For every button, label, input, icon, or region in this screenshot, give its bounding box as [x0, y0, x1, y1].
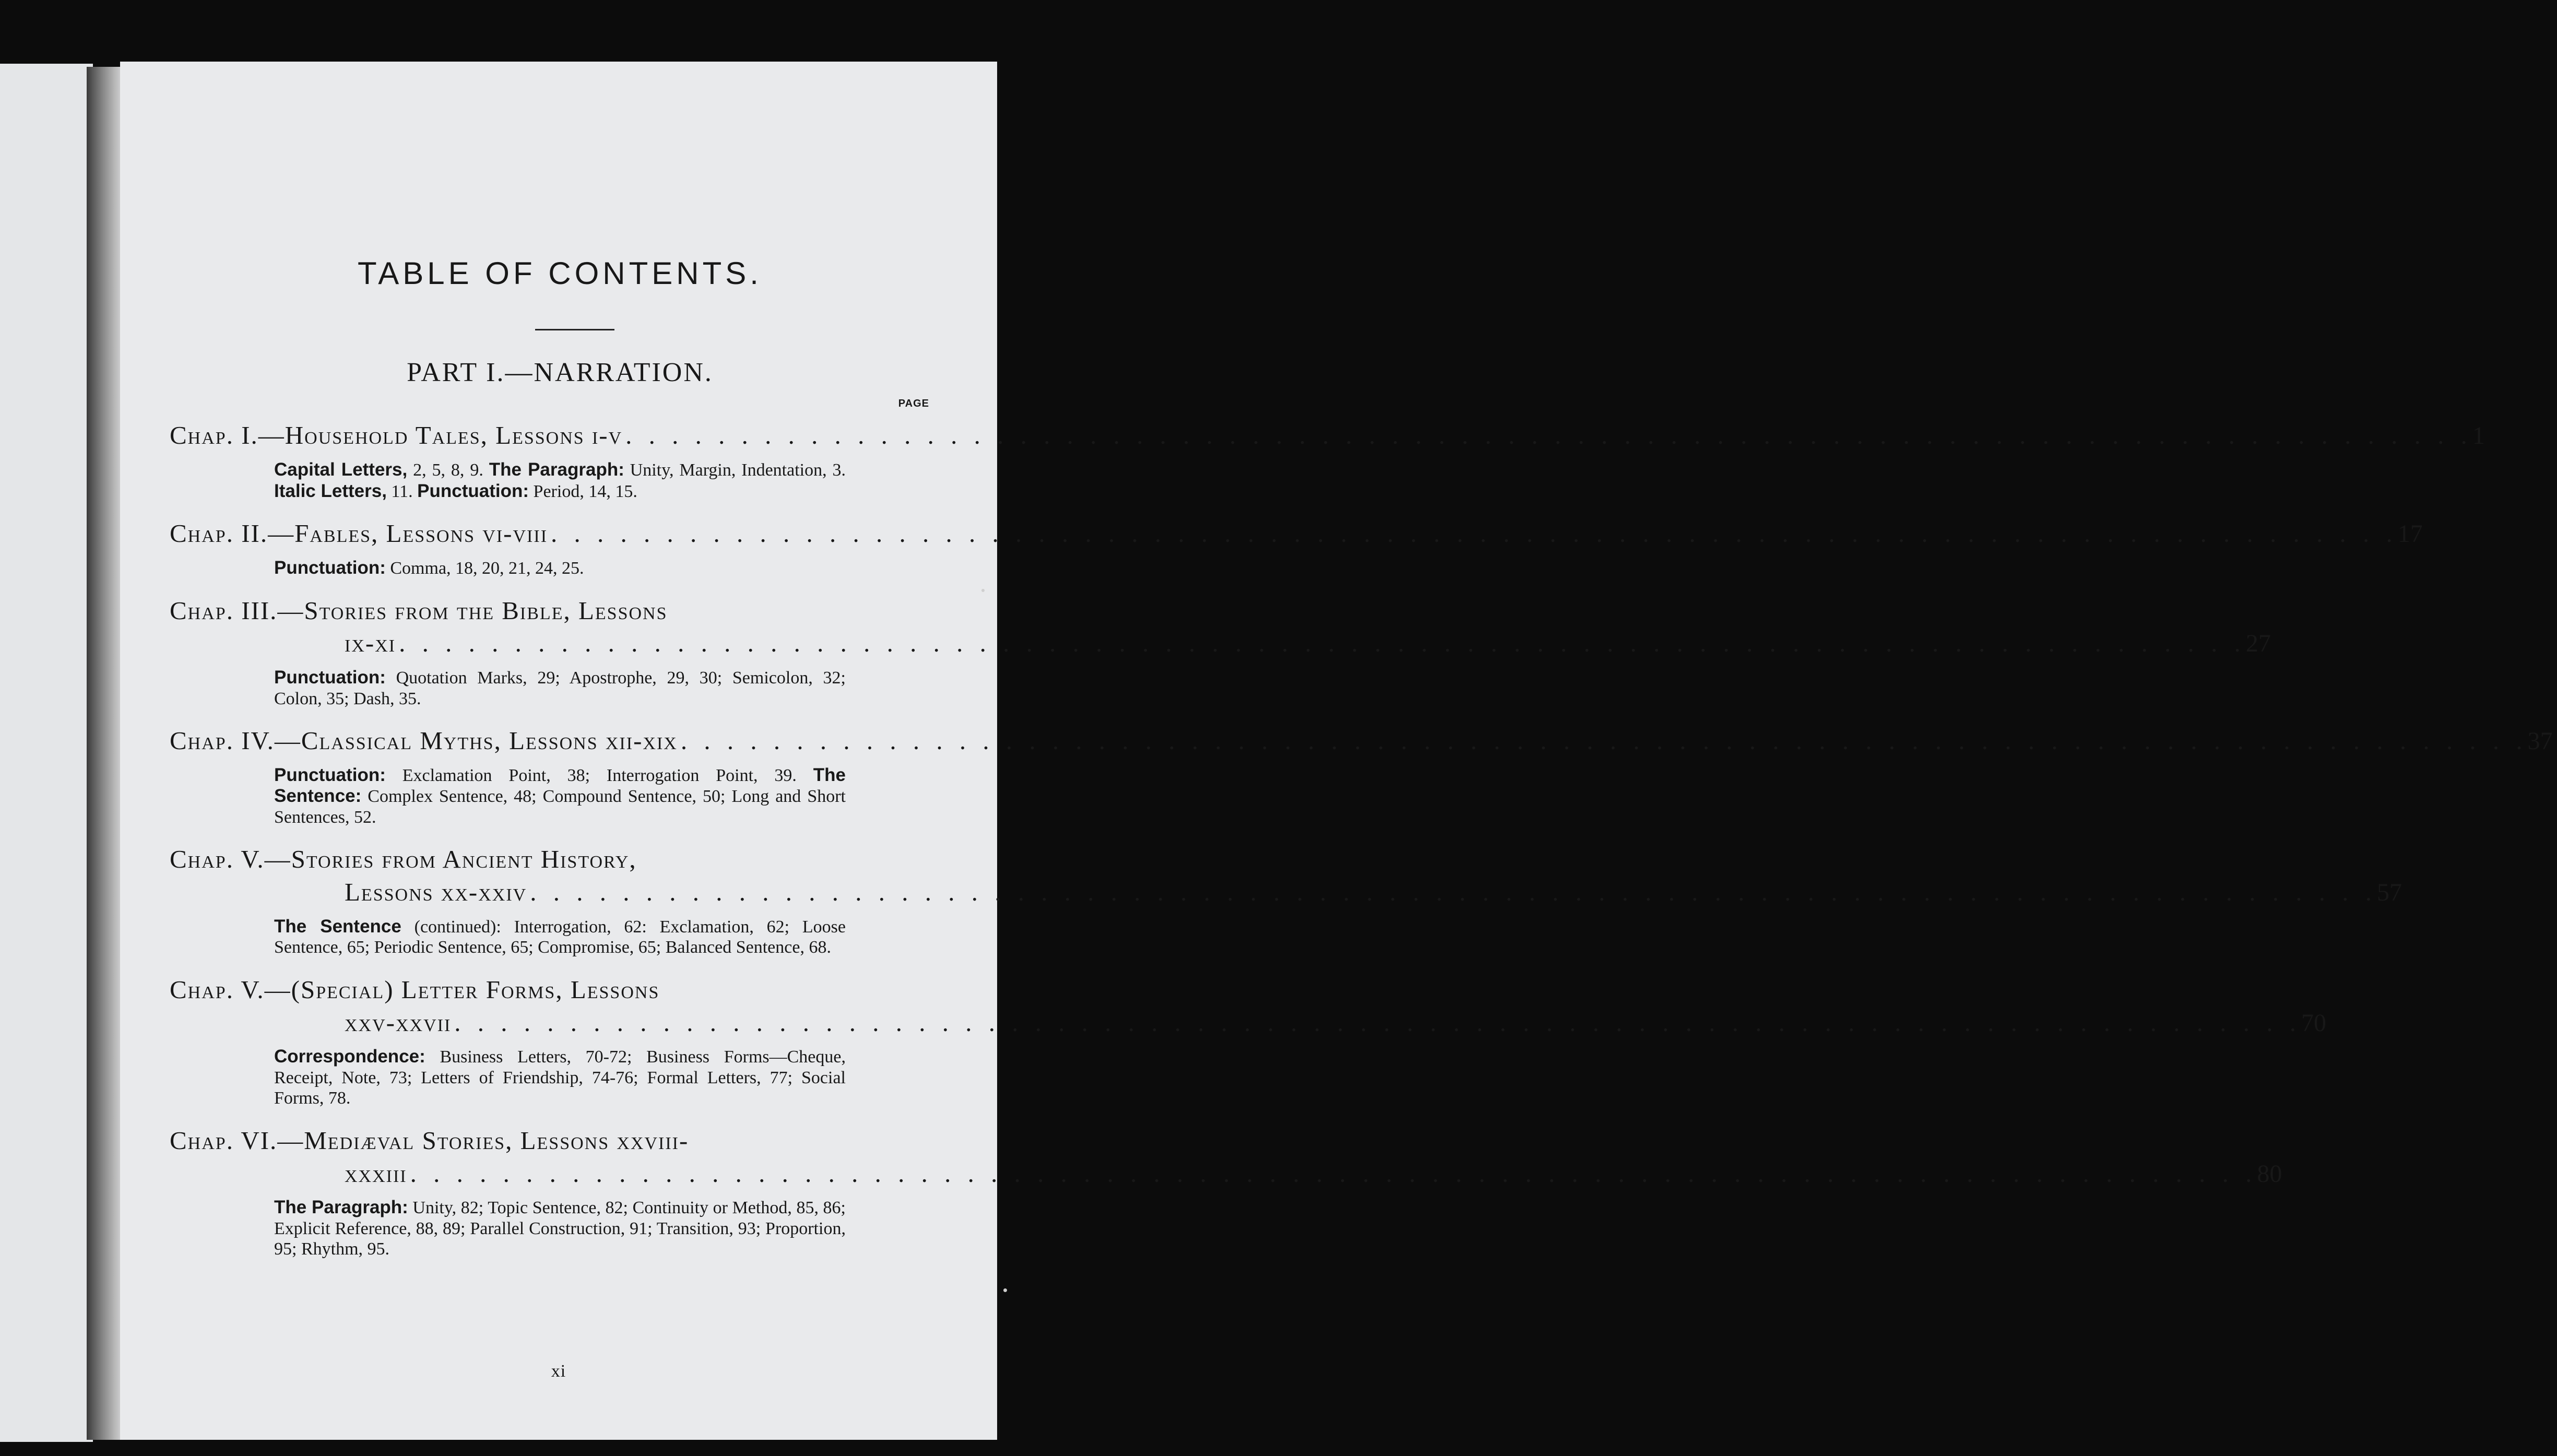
topic-label: Punctuation:: [417, 480, 529, 501]
topic-details: Unity, Margin, Indentation, 3.: [624, 460, 846, 480]
chapter-title-line: [170, 843, 929, 876]
chapter-page-number: 80: [2257, 1159, 2282, 1188]
topic-details: Comma, 18, 20, 21, 24, 25.: [385, 559, 584, 578]
topic-label: Punctuation:: [274, 667, 386, 688]
chapter-topics: [274, 916, 846, 958]
topic-label: The Paragraph:: [489, 459, 624, 480]
topic-label: Capital Letters,: [274, 459, 408, 480]
chapter-title-line: [170, 517, 2423, 550]
chapter-entry: [170, 974, 2327, 1109]
dot-leader: . . . . . . . . . . . . . . . . . . . . . . . . . . . . . . . . . . . . . . . . . . . . . . . . . . . . . . . . . . . . . . . . . . . . . . . . . . . . . . . .: [551, 519, 2398, 548]
chapter-topics: [274, 1046, 846, 1108]
dot-leader: . . . . . . . . . . . . . . . . . . . . . . . . . . . . . . . . . . . . . . . . . . . . . . . . . . . . . . . . . . . . . . . . . . . . . . . . . . . . . . . .: [399, 629, 2246, 658]
paper-speck: [981, 589, 985, 592]
topic-label: The Sentence: [274, 916, 401, 937]
chapter-title-text: Lessons xx-xxiv: [345, 878, 527, 907]
page-column-label: PAGE: [898, 398, 929, 410]
page-folio: xi: [551, 1362, 566, 1381]
topic-details: Unity, 82; Topic Sentence, 82; Continuity or Method, 85, 86; Explicit Reference, 88, 89; Parallel Construction, 91; Transition, 93; Proportion, 95; Rhythm, 95.: [274, 1198, 846, 1259]
chapter-title-text: Chap. IV.—Classical Myths, Lessons xii-xix: [170, 726, 678, 755]
chapter-title-text: Chap. V.—(Special) Letter Forms, Lessons: [170, 975, 660, 1004]
topic-label: The Paragraph:: [274, 1197, 408, 1218]
chapter-title-continuation: [170, 876, 2402, 909]
topic-details: 2, 5, 8, 9.: [407, 460, 489, 480]
topic-details: Business Letters, 70-72; Business Forms—Cheque, Receipt, Note, 73; Letters of Friendship, 74-76; Formal Letters, 77; Social Forms, 78.: [274, 1047, 846, 1108]
chapter-topics: [274, 667, 846, 709]
chapter-entry: [170, 725, 2553, 827]
chapter-entry: [170, 419, 2485, 502]
chapter-entry: [170, 1124, 2282, 1260]
topic-label: Correspondence:: [274, 1046, 425, 1067]
chapter-list: [170, 419, 2553, 1259]
chapter-entry: [170, 595, 2271, 709]
topic-label: Punctuation:: [274, 764, 386, 785]
topic-details: Exclamation Point, 38; Interrogation Point, 39.: [385, 765, 813, 785]
chapter-entry: [170, 517, 2423, 578]
chapter-title-line: [170, 419, 2485, 452]
chapter-title-text: Chap. I.—Household Tales, Lessons i-v: [170, 421, 623, 450]
chapter-title-continuation: [170, 1157, 2282, 1190]
book-spine-shadow: [87, 67, 124, 1440]
part-heading: PART I.—NARRATION.: [407, 358, 713, 387]
chapter-page-number: 70: [2301, 1009, 2327, 1037]
title-rule: [535, 329, 614, 330]
dot-leader: . . . . . . . . . . . . . . . . . . . . . . . . . . . . . . . . . . . . . . . . . . . . . . . . . . . . . . . . . . . . . . . . . . . . . . . . . . . . . . . .: [625, 421, 2472, 450]
dot-leader: . . . . . . . . . . . . . . . . . . . . . . . . . . . . . . . . . . . . . . . . . . . . . . . . . . . . . . . . . . . . . . . . . . . . . . . . . . . . . . . .: [410, 1158, 2257, 1188]
chapter-title-text: ix-xi: [345, 629, 396, 658]
page-title: TABLE OF CONTENTS.: [358, 256, 762, 291]
dot-leader: . . . . . . . . . . . . . . . . . . . . . . . . . . . . . . . . . . . . . . . . . . . . . . . . . . . . . . . . . . . . . . . . . . . . . . . . . . . . . . . .: [454, 1008, 2302, 1037]
contents-page: [120, 62, 2553, 1440]
chapter-page-number: 57: [2376, 879, 2402, 907]
chapter-title-text: Chap. II.—Fables, Lessons vi-viii: [170, 519, 548, 548]
chapter-title-text: xxxiii: [345, 1158, 407, 1188]
topic-details: (continued): Interrogation, 62: Exclamation, 62; Loose Sentence, 65; Periodic Sentence, 65; Compromise, 65; Balanced Sentence, 68.: [274, 917, 846, 957]
chapter-topics: [274, 459, 846, 502]
chapter-title-line: [170, 974, 929, 1007]
topic-label: The Sentence:: [274, 764, 846, 807]
chapter-title-continuation: [170, 1007, 2327, 1039]
chapter-entry: [170, 843, 2402, 957]
chapter-title-continuation: [170, 627, 2271, 660]
chapter-title-text: Chap. V.—Stories from Ancient History,: [170, 845, 637, 874]
topic-details: Quotation Marks, 29; Apostrophe, 29, 30; Semicolon, 32; Colon, 35; Dash, 35.: [274, 668, 846, 708]
chapter-topics: [274, 558, 846, 579]
topic-details: 11.: [386, 481, 418, 501]
dot-leader: . . . . . . . . . . . . . . . . . . . . . . . . . . . . . . . . . . . . . . . . . . . . . . . . . . . . . . . . . . . . . . . . . . . . . . . . . . . . . . . .: [530, 878, 2377, 907]
chapter-title-text: Chap. VI.—Mediæval Stories, Lessons xxviii-: [170, 1126, 689, 1155]
topic-details: Period, 14, 15.: [529, 481, 637, 501]
chapter-title-line: [170, 725, 2553, 757]
topic-label: Italic Letters,: [274, 480, 387, 501]
contents-body: [170, 255, 2553, 1260]
chapter-title-text: Chap. III.—Stories from the Bible, Lessons: [170, 596, 668, 625]
chapter-topics: [274, 1197, 846, 1259]
chapter-title-line: [170, 1124, 929, 1157]
chapter-page-number: 17: [2397, 520, 2423, 548]
facing-page-edge: [0, 64, 93, 1442]
chapter-title-text: xxv-xxvii: [345, 1008, 452, 1037]
topic-label: Punctuation:: [274, 558, 386, 578]
paper-speck: [1003, 1288, 1007, 1292]
dot-leader: . . . . . . . . . . . . . . . . . . . . . . . . . . . . . . . . . . . . . . . . . . . . . . . . . . . . . . . . . . . . . . . . . . . . . . . . . . . . . . . .: [680, 726, 2528, 755]
chapter-topics: [274, 765, 846, 828]
chapter-page-number: 27: [2245, 630, 2271, 658]
topic-details: Complex Sentence, 48; Compound Sentence, 50; Long and Short Sentences, 52.: [274, 787, 846, 827]
chapter-page-number: 1: [2472, 422, 2485, 450]
chapter-title-line: [170, 595, 929, 628]
chapter-page-number: 37: [2527, 727, 2553, 755]
